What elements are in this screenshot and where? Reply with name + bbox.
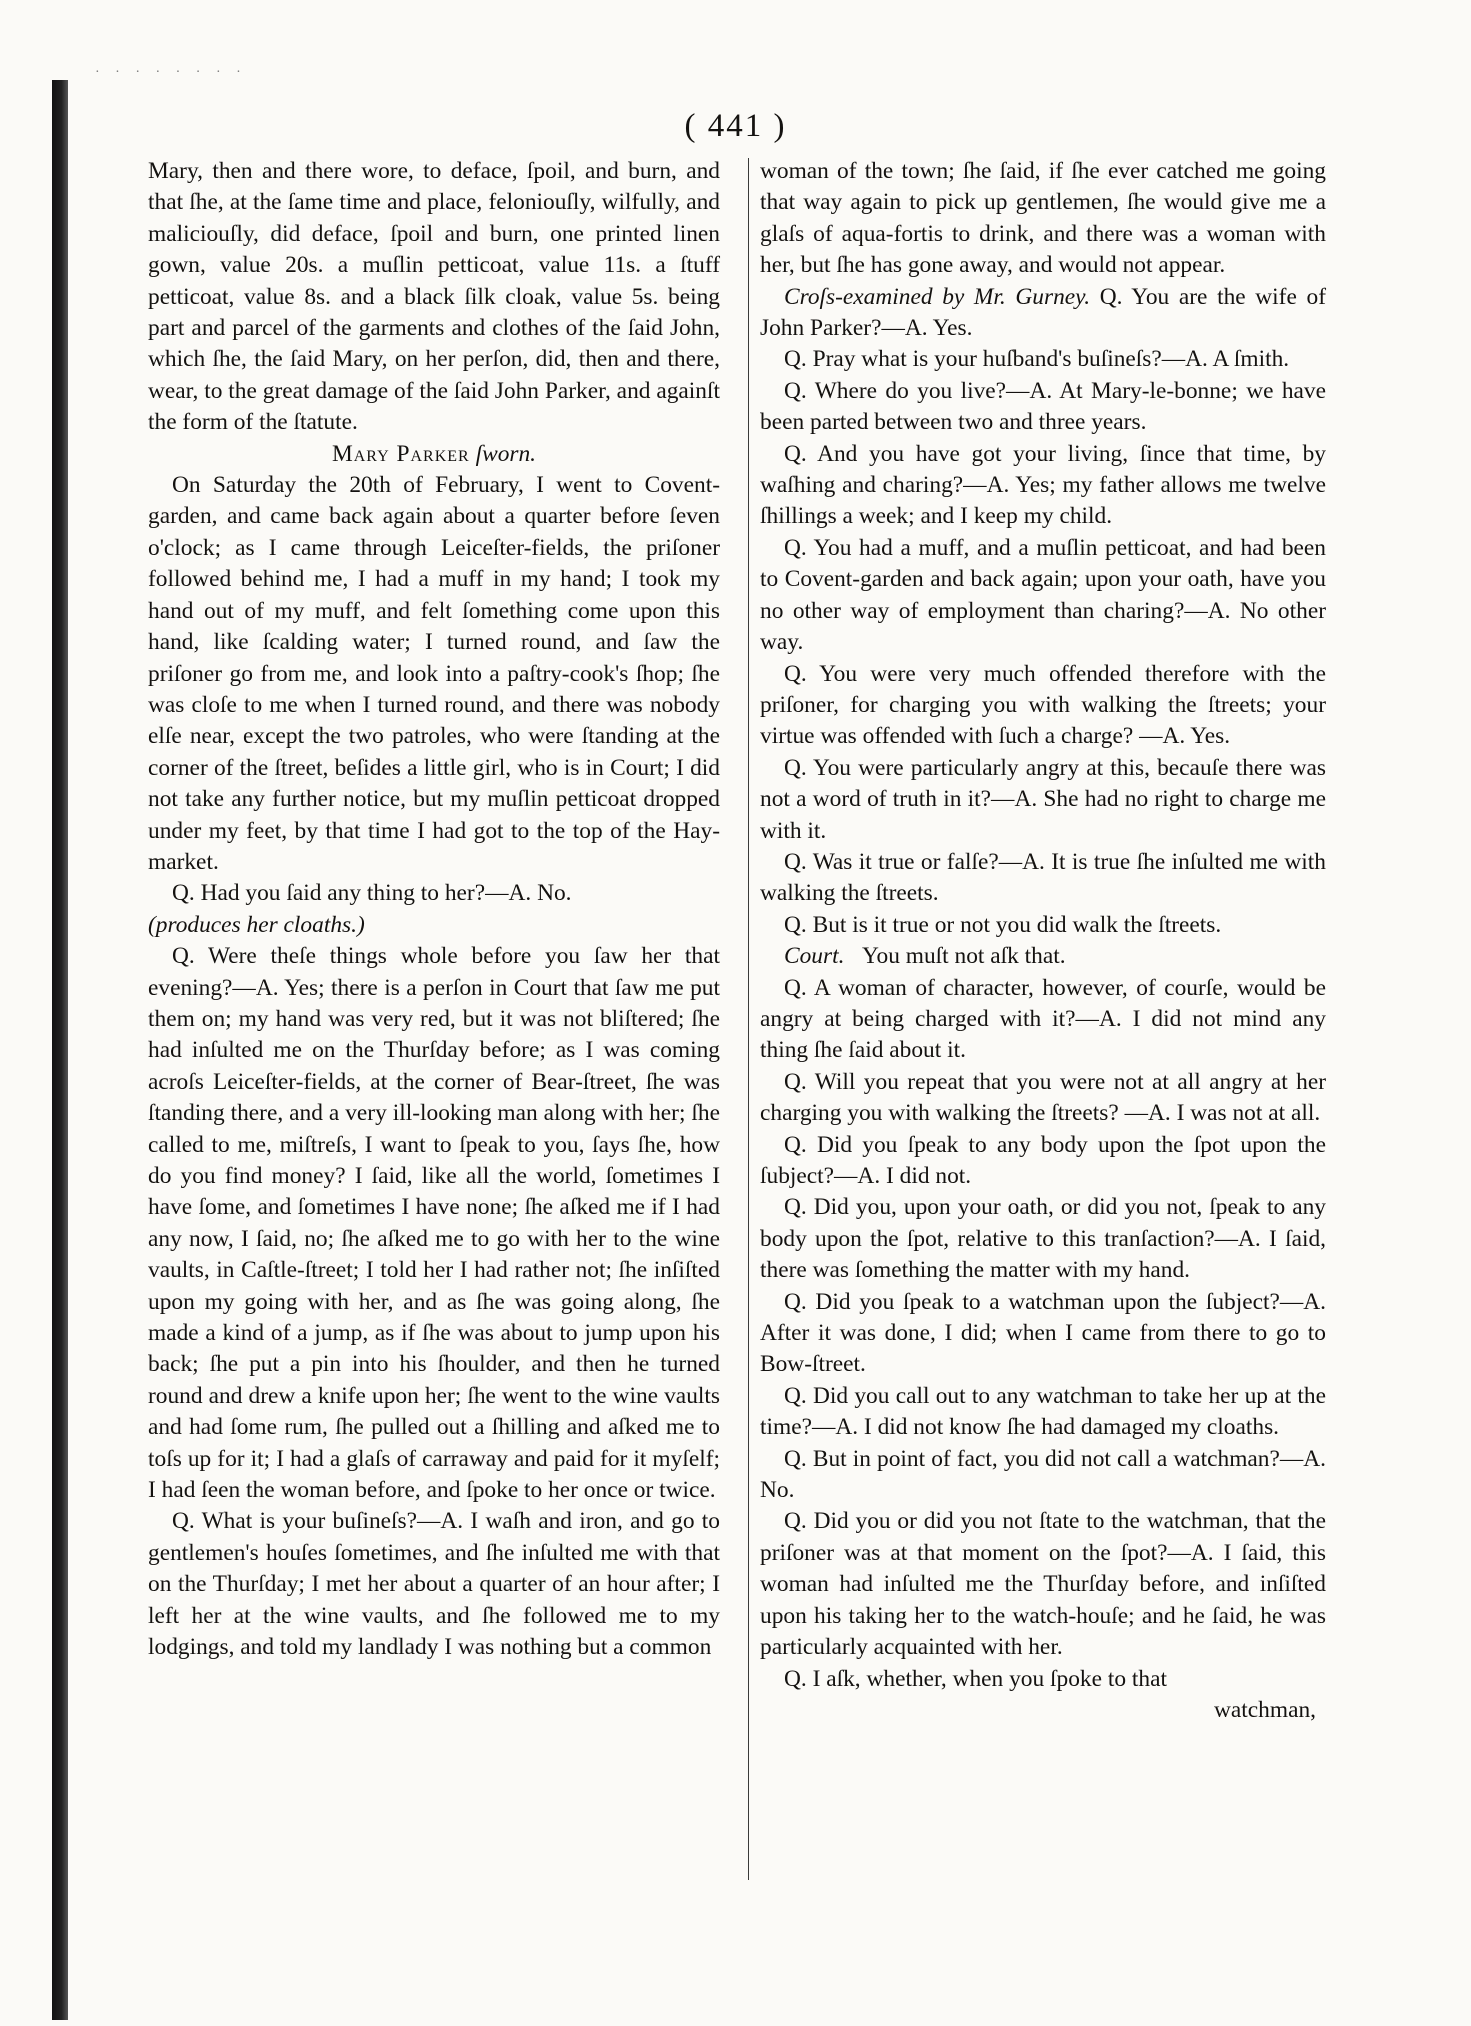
question-paragraph: Q. But in point of fact, you did not call a watchman?—A. No. — [760, 1445, 1326, 1504]
question-paragraph: Q. Did you call out to any watchman to take her up at the time?—A. I did not know ſhe had damaged my cloaths. — [760, 1382, 1326, 1441]
page-number: ( 441 ) — [684, 108, 787, 144]
cross-exam-lead: Croſs-examined by Mr. Gurney. — [784, 283, 1091, 310]
margin-specks: · · · · · · · · — [95, 65, 247, 80]
page-header — [0, 108, 1471, 145]
column-divider — [748, 158, 749, 1880]
question-paragraph: Q. What is your buſineſs?—A. I waſh and iron, and go to gentlemen's houſes ſometimes, and ſhe inſulted me with that on the Thurſday; I met her about a quarter of an hour after; I left her at the wine vaults, and ſhe followed me to my lodgings, and told my landlady I was nothing but a common — [148, 1508, 720, 1661]
question-paragraph: Q. A woman of character, however, of courſe, would be angry at being charged with it?—A. I did not mind any thing ſhe ſaid about it. — [760, 974, 1326, 1064]
question-paragraph: Q. You were very much offended therefore with the priſoner, for charging you with walking the ſtreets; your virtue was offended with ſuch a charge? —A. Yes. — [760, 660, 1326, 750]
question-paragraph: Q. And you have got your living, ſince that time, by waſhing and charing?—A. Yes; my father allows me twelve ſhillings a week; and I keep my child. — [760, 440, 1326, 530]
question-paragraph: Q. Were theſe things whole before you ſaw her that evening?—A. Yes; there is a perſon in Court that ſaw me put them on; my hand was very red, but it was not bliſtered; ſhe had inſulted me on the Thurſday before; as I was coming acroſs Leiceſter-fields, at the corner of Bear-ſtreet, ſhe was ſtanding there, and a very ill-looking man along with her; ſhe called to me, miſtreſs, I want to ſpeak to you, ſays ſhe, how do you find money? I ſaid, like all the world, ſometimes I have ſome, and ſometimes I have none; ſhe aſked me if I had any now, I ſaid, no; ſhe aſked me to go with her to the wine vaults, in Caſtle-ſtreet; I told her I had rather not; ſhe inſiſted upon my going with her, and as ſhe was going along, ſhe made a kind of a jump, as if ſhe was about to jump upon his back; ſhe put a pin into his ſhoulder, and then he turned round and drew a knife upon her; ſhe went to the wine vaults and had ſome rum, ſhe pulled out a ſhilling and aſked me to toſs up for it; I had a glaſs of carraway and paid for it myſelf; I had ſeen the woman before, and ſpoke to her once or twice. — [148, 943, 720, 1504]
question-paragraph: Q. But is it true or not you did walk the ſtreets. — [784, 911, 1222, 938]
left-column — [148, 156, 720, 1664]
question-paragraph: Q. Did you, upon your oath, or did you not, ſpeak to any body upon the ſpot, relative to this tranſaction?—A. I ſaid, there was ſomething the matter with my hand. — [760, 1194, 1326, 1284]
question-paragraph: Q. Did you or did you not ſtate to the watchman, that the priſoner was at that moment on the ſpot?—A. I ſaid, this woman had inſulted me the Thurſday before, and inſiſted upon his taking her to the watch-houſe; and he ſaid, he was particularly acquainted with her. — [760, 1508, 1326, 1661]
witness-sworn: ſworn. — [475, 440, 537, 467]
right-column — [760, 156, 1326, 1726]
question-paragraph: Q. Had you ſaid any thing to her?—A. No. — [172, 880, 572, 907]
indictment-paragraph: Mary, then and there wore, to deface, ſpoil, and burn, and that ſhe, at the ſame time and place, feloniouſly, wilfully, and maliciouſly, did deface, ſpoil and burn, one printed linen gown, value 20s. a muſlin petticoat, value 11s. a ſtuff petticoat, value 8s. and a black ſilk cloak, value 5s. being part and parcel of the garments and clothes of the ſaid John, which ſhe, the ſaid Mary, on her perſon, did, then and there, wear, to the great damage of the ſaid John Parker, and againſt the form of the ſtatute. — [148, 158, 720, 436]
cross-exam-text: Q. You are the wife of John Parker?—A. Yes. — [760, 283, 1326, 342]
stage-note: (produces her cloaths.) — [148, 911, 365, 938]
question-paragraph: Q. Did you ſpeak to any body upon the ſpot upon the ſubject?—A. I did not. — [760, 1131, 1326, 1189]
question-paragraph: Q. You were particularly angry at this, becauſe there was not a word of truth in it?—A. She had no right to charge me with it. — [760, 754, 1326, 844]
question-paragraph: Q. You had a muff, and a muſlin petticoat, and had been to Covent-garden and back again; upon your oath, have you no other way of employment than charing?—A. No other way. — [760, 534, 1326, 656]
binding-shadow — [52, 80, 68, 2020]
court-text: You muſt not aſk that. — [862, 943, 1066, 970]
question-paragraph: Q. Did you ſpeak to a watchman upon the ſubject?—A. After it was done, I did; when I came from there to go to Bow-ſtreet. — [760, 1288, 1326, 1378]
question-paragraph: Q. Was it true or falſe?—A. It is true ſhe inſulted me with walking the ſtreets. — [760, 848, 1326, 907]
court-lead: Court. — [784, 943, 845, 970]
cross-exam-paragraph — [760, 282, 1326, 345]
witness-heading — [148, 439, 720, 470]
continuation-paragraph: woman of the town; ſhe ſaid, if ſhe ever catched me going that way again to pick up gentlemen, ſhe would give me a glaſs of aqua-fortis to drink, and there was a woman with her, but ſhe has gone away, and would not appear. — [760, 158, 1326, 279]
testimony-paragraph: On Saturday the 20th of February, I went to Covent-garden, and came back again about a quarter before ſeven o'clock; as I came through Leiceſter-fields, the priſoner followed behind me, I had a muff in my hand; I took my hand out of my muff, and felt ſomething come upon this hand, like ſcalding water; I turned round, and ſaw the priſoner go from me, and look into a paſtry-cook's ſhop; ſhe was cloſe to me when I turned round, and there was nobody elſe near, except the two patroles, who were ſtanding at the corner of the ſtreet, beſides a little girl, who is in Court; I did not take any further notice, but my muſlin petticoat dropped under my feet, by that time I had got to the top of the Hay-market. — [148, 472, 720, 875]
court-paragraph — [760, 941, 1326, 972]
question-paragraph: Q. Where do you live?—A. At Mary-le-bonne; we have been parted between two and three years. — [760, 377, 1326, 436]
question-paragraph: Q. Will you repeat that you were not at all angry at her charging you with walking the ſtreets? —A. I was not at all. — [760, 1068, 1326, 1127]
question-paragraph: Q. Pray what is your huſband's buſineſs?—A. A ſmith. — [784, 346, 1290, 373]
catchword: watchman, — [1214, 1696, 1316, 1723]
question-paragraph: Q. I aſk, whether, when you ſpoke to that — [784, 1665, 1167, 1692]
witness-name: Mary Parker — [331, 440, 470, 467]
